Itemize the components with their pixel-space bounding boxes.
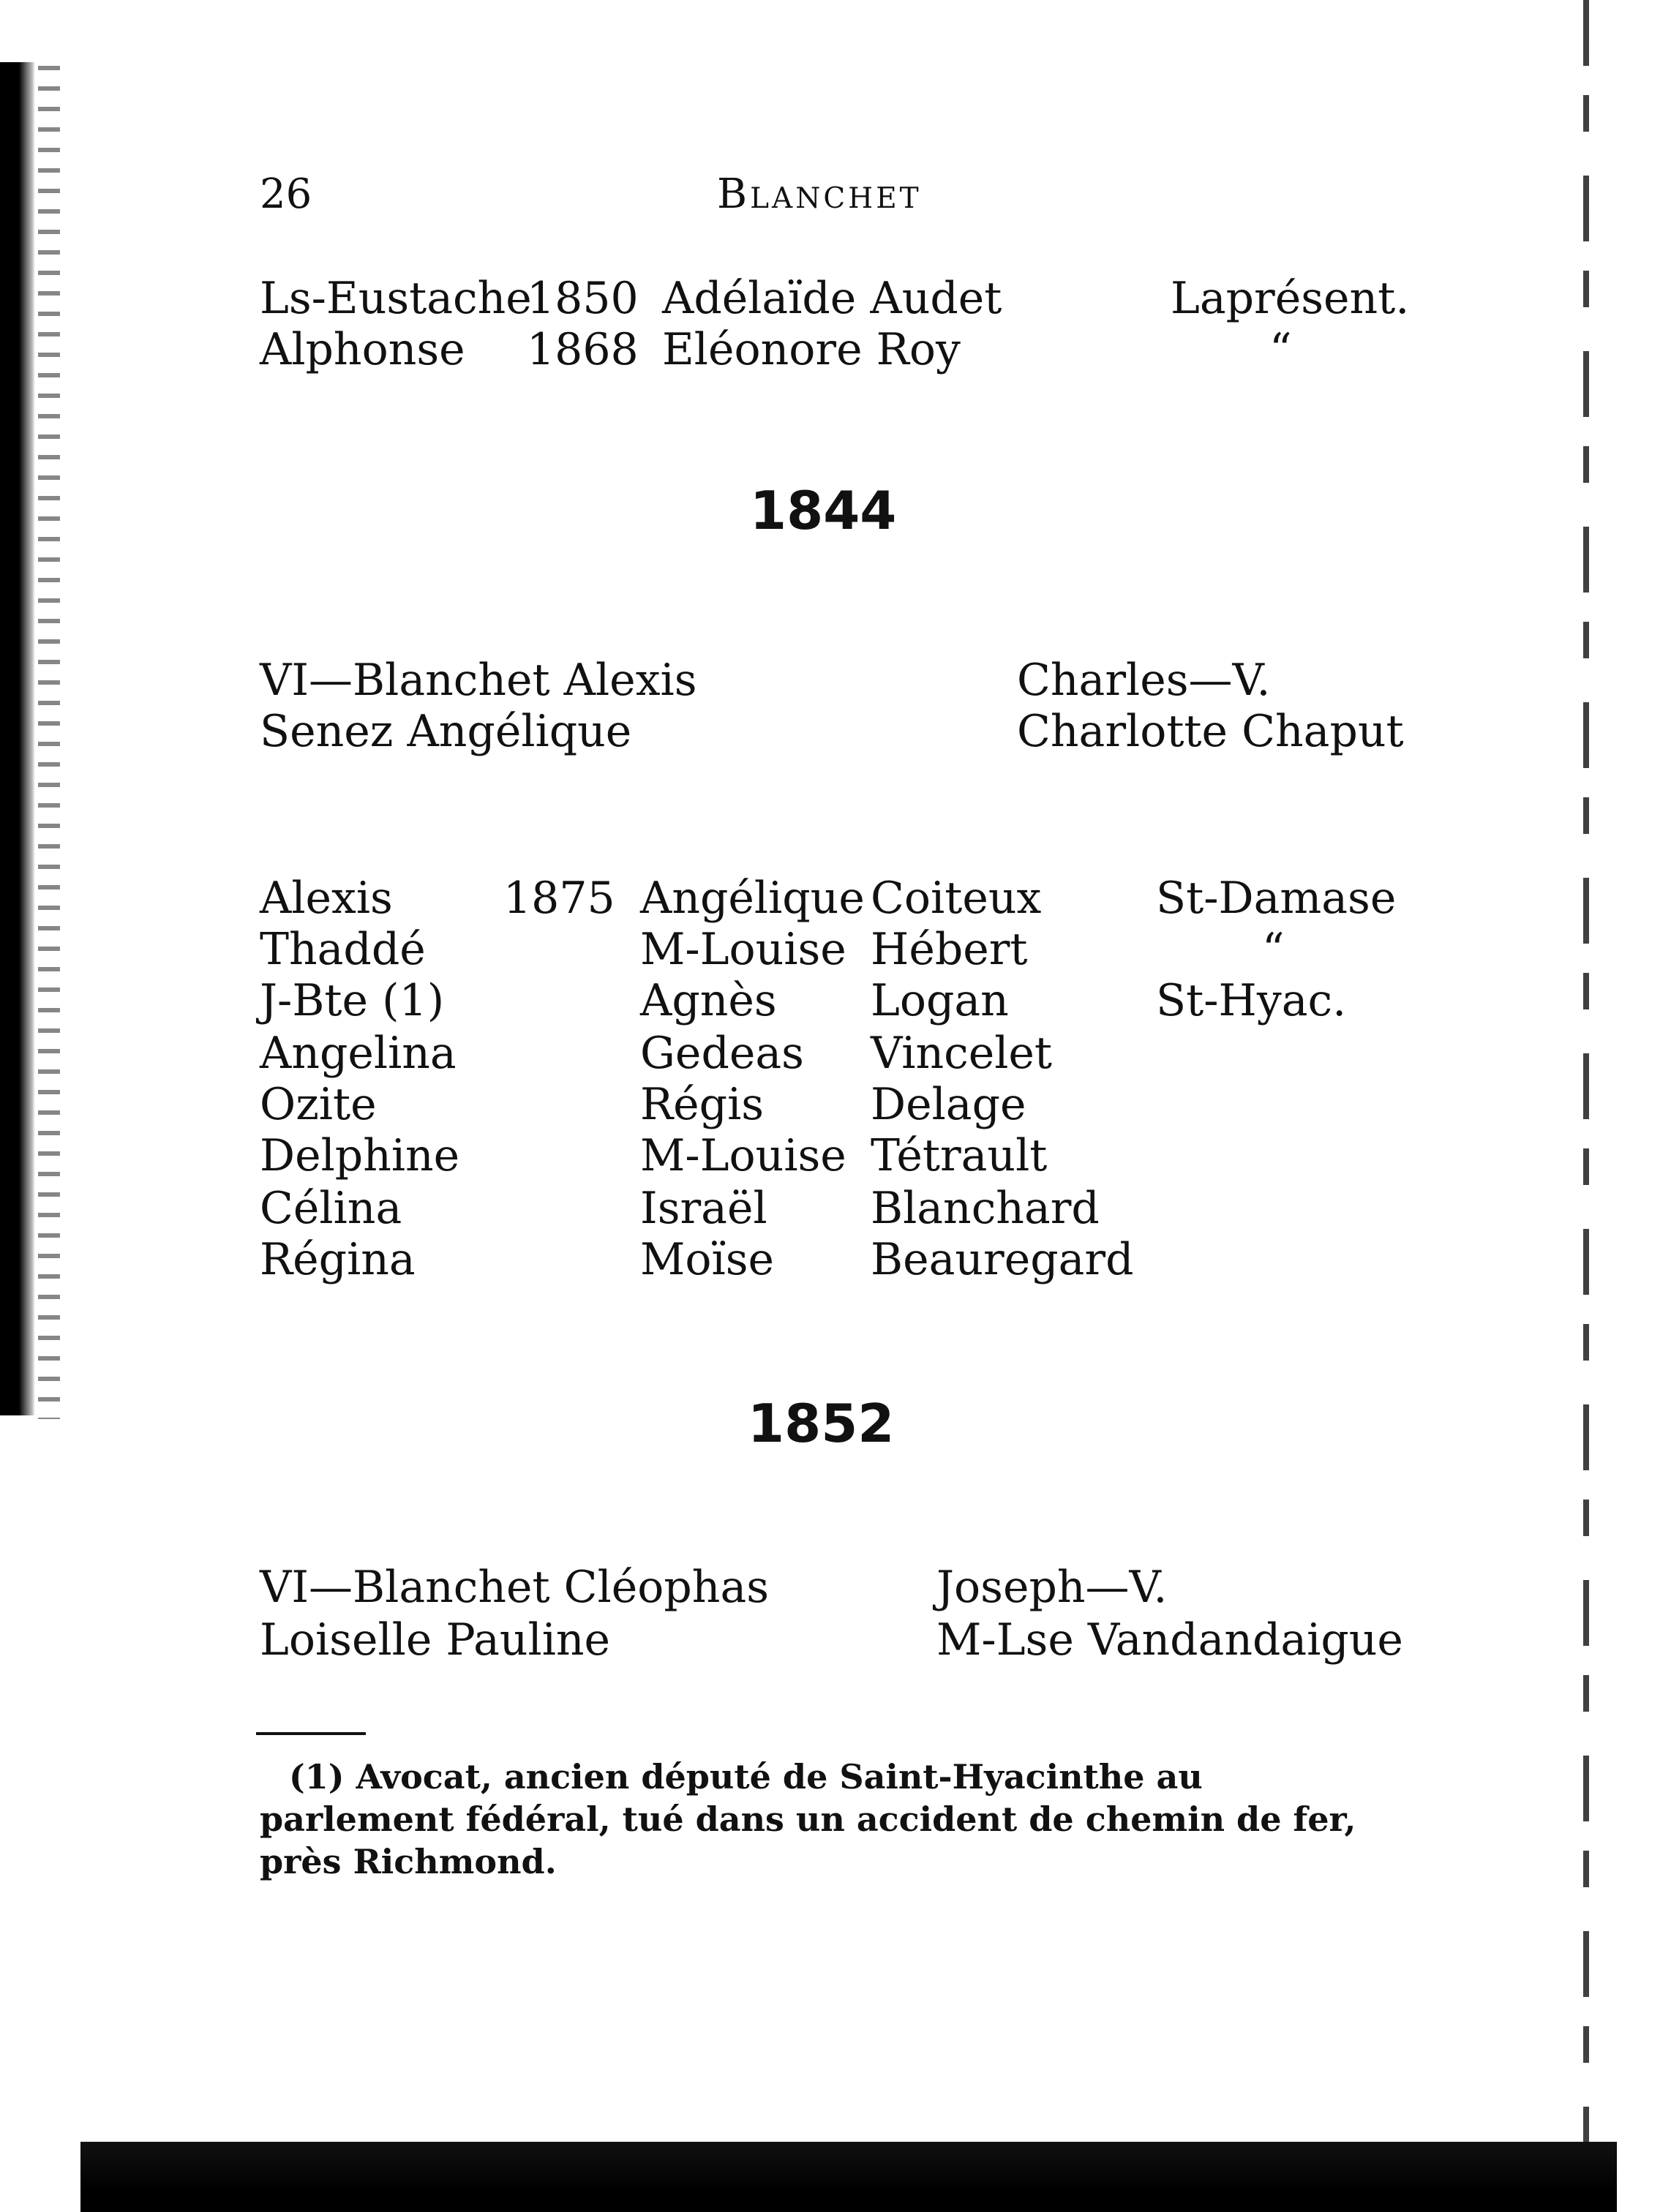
- entry-spouse: Eléonore Roy: [662, 324, 961, 375]
- husband-parents: Joseph—V.: [936, 1562, 1168, 1613]
- wife-parents: M-Lse Vandandaigue: [936, 1614, 1403, 1666]
- section-year-heading: 1852: [748, 1393, 895, 1454]
- entry-spouse: Adélaïde Audet: [662, 273, 1002, 324]
- wife-parents: Charlotte Chaput: [1017, 706, 1404, 757]
- child-name: Alexis: [260, 873, 393, 924]
- entry-place: “: [1269, 324, 1292, 375]
- child-name: Célina: [260, 1183, 402, 1234]
- child-spouse-last: Logan: [871, 975, 1009, 1026]
- child-place: St-Hyac.: [1156, 975, 1347, 1026]
- child-name: Delphine: [260, 1130, 460, 1181]
- child-spouse-last: Vincelet: [871, 1028, 1053, 1079]
- child-spouse-first: Régis: [640, 1079, 765, 1130]
- child-spouse-last: Hébert: [871, 924, 1028, 975]
- child-place: St-Damase: [1156, 873, 1397, 924]
- entry-place: Laprésent.: [1171, 273, 1410, 324]
- child-spouse-last: Tétrault: [871, 1130, 1048, 1181]
- child-spouse-last: Beauregard: [871, 1234, 1134, 1285]
- husband-name: VI—Blanchet Alexis: [260, 655, 697, 706]
- wife-name: Senez Angélique: [260, 706, 632, 757]
- child-marriage-year: 1875: [503, 873, 615, 924]
- scan-left-edge: [0, 62, 35, 1415]
- section-year-heading: 1844: [750, 480, 897, 541]
- entry-name: Ls-Eustache: [260, 273, 532, 324]
- entry-name: Alphonse: [260, 324, 465, 375]
- entry-year: 1850: [527, 273, 639, 324]
- child-name: Thaddé: [260, 924, 426, 975]
- child-spouse-first: M-Louise: [640, 924, 846, 975]
- footnote-separator: [256, 1732, 366, 1735]
- child-place: “: [1262, 924, 1285, 975]
- wife-name: Loiselle Pauline: [260, 1614, 611, 1666]
- child-spouse-first: Gedeas: [640, 1028, 804, 1079]
- child-spouse-last: Delage: [871, 1079, 1026, 1130]
- child-name: Angelina: [260, 1028, 457, 1079]
- child-spouse-first: Israël: [640, 1183, 767, 1234]
- husband-parents: Charles—V.: [1017, 655, 1271, 706]
- child-spouse-last: Coiteux: [871, 873, 1042, 924]
- child-spouse-first: Moïse: [640, 1234, 775, 1285]
- scan-bottom-edge: [80, 2142, 1617, 2212]
- child-spouse-first: M-Louise: [640, 1130, 846, 1181]
- child-spouse-last: Blanchard: [871, 1183, 1100, 1234]
- child-name: J-Bte (1): [260, 975, 445, 1026]
- child-spouse-first: Agnès: [640, 975, 777, 1026]
- husband-name: VI—Blanchet Cléophas: [260, 1562, 770, 1613]
- page-number: 26: [260, 170, 312, 218]
- running-title: Blanchet: [717, 170, 922, 218]
- child-name: Régina: [260, 1234, 416, 1285]
- footnote-text: (1) Avocat, ancien député de Saint-Hyacinthe au parlement fédéral, tué dans un accident de chemin de fer, près Richmond.: [260, 1757, 1356, 1881]
- entry-year: 1868: [527, 324, 639, 375]
- child-name: Ozite: [260, 1079, 377, 1130]
- scan-left-edge-specks: [38, 66, 60, 1419]
- scan-right-edge: [1583, 0, 1589, 2165]
- child-spouse-first: Angélique: [640, 873, 865, 924]
